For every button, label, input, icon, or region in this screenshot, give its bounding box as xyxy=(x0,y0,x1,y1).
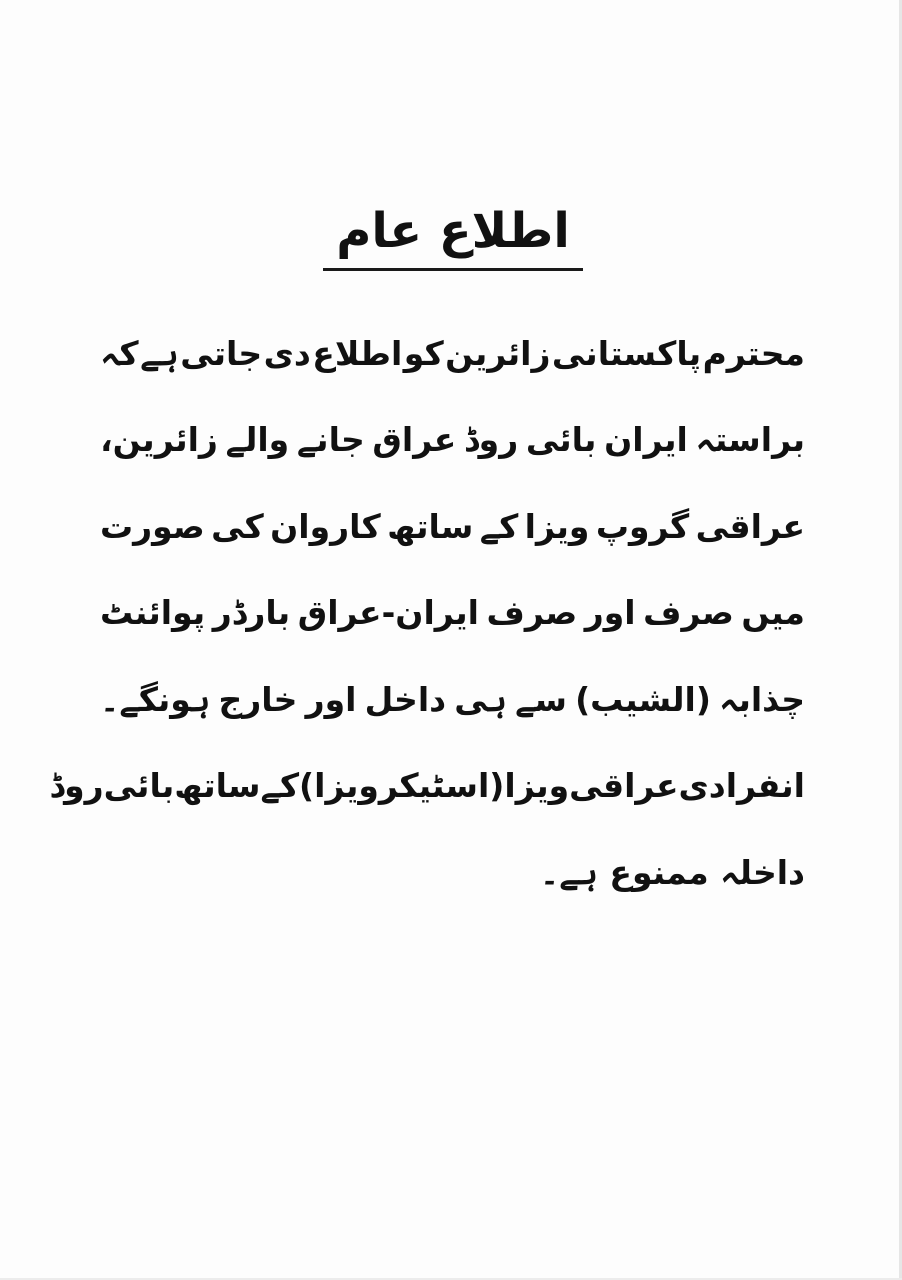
notice-word: چذابہ xyxy=(719,679,805,719)
notice-word: روڈ xyxy=(463,420,519,460)
notice-word: کے xyxy=(260,766,300,806)
notice-word: ویزا(اسٹیکرویزا) xyxy=(299,766,570,806)
notice-word: ہی xyxy=(454,679,507,719)
notice-word: اور xyxy=(584,593,636,633)
notice-word: گروپ xyxy=(595,506,690,546)
notice-word: پوائنٹ xyxy=(100,593,206,633)
notice-word: ہونگے۔ xyxy=(100,679,211,719)
notice-word: عراق xyxy=(372,420,457,460)
notice-word: صورت xyxy=(100,506,205,546)
notice-word: روڈ xyxy=(49,766,104,806)
notice-line xyxy=(100,570,805,657)
notice-word: اطلاع xyxy=(312,333,403,373)
notice-word: صرف xyxy=(486,593,578,633)
notice-word: کی xyxy=(211,506,264,546)
notice-word: ساتھ xyxy=(387,506,474,546)
notice-word: اور xyxy=(305,679,357,719)
notice-title: اطلاع عام xyxy=(336,203,570,259)
notice-line xyxy=(100,397,805,484)
notice-word: پاکستانی xyxy=(551,333,702,373)
notice-word: میں xyxy=(741,593,805,633)
notice-word: محترم xyxy=(702,333,805,373)
notice-word: کہ xyxy=(100,333,139,373)
notice-line xyxy=(100,656,805,743)
notice-word: جاتی xyxy=(180,333,263,373)
notice-word: عراقی xyxy=(695,506,805,546)
notice-word: بائی xyxy=(525,420,597,460)
notice-line xyxy=(100,483,805,570)
notice-word: دی xyxy=(263,333,311,373)
notice-word: کو xyxy=(403,333,444,373)
notice-line: داخلہ ممنوع ہے۔ xyxy=(539,852,805,892)
notice-line xyxy=(49,743,805,830)
title-underline xyxy=(323,268,583,271)
notice-word: ایران xyxy=(604,420,688,460)
notice-word: کاروان xyxy=(270,506,381,546)
notice-word: سے xyxy=(515,679,567,719)
notice-word: (الشیب) xyxy=(575,679,711,719)
notice-word: جانے xyxy=(296,420,365,460)
notice-word: خارج xyxy=(218,679,298,719)
notice-body xyxy=(49,310,805,916)
notice-word: کے xyxy=(479,506,519,546)
notice-word: بائی xyxy=(103,766,175,806)
notice-word: براستہ xyxy=(695,420,805,460)
notice-word: ایران-عراق xyxy=(297,593,479,633)
notice-word: زائرین، xyxy=(100,420,218,460)
notice-word: والے xyxy=(225,420,290,460)
notice-word: انفرادی xyxy=(678,766,805,806)
notice-word: زائرین xyxy=(445,333,551,373)
notice-word: ہے xyxy=(140,333,179,373)
notice-word: ویزا xyxy=(524,506,590,546)
notice-word: ساتھ xyxy=(174,766,261,806)
notice-line xyxy=(100,310,805,397)
notice-word: صرف xyxy=(643,593,734,633)
notice-word: عراقی xyxy=(569,766,679,806)
notice-word: داخل xyxy=(364,679,447,719)
notice-word: بارڈر xyxy=(212,593,291,633)
